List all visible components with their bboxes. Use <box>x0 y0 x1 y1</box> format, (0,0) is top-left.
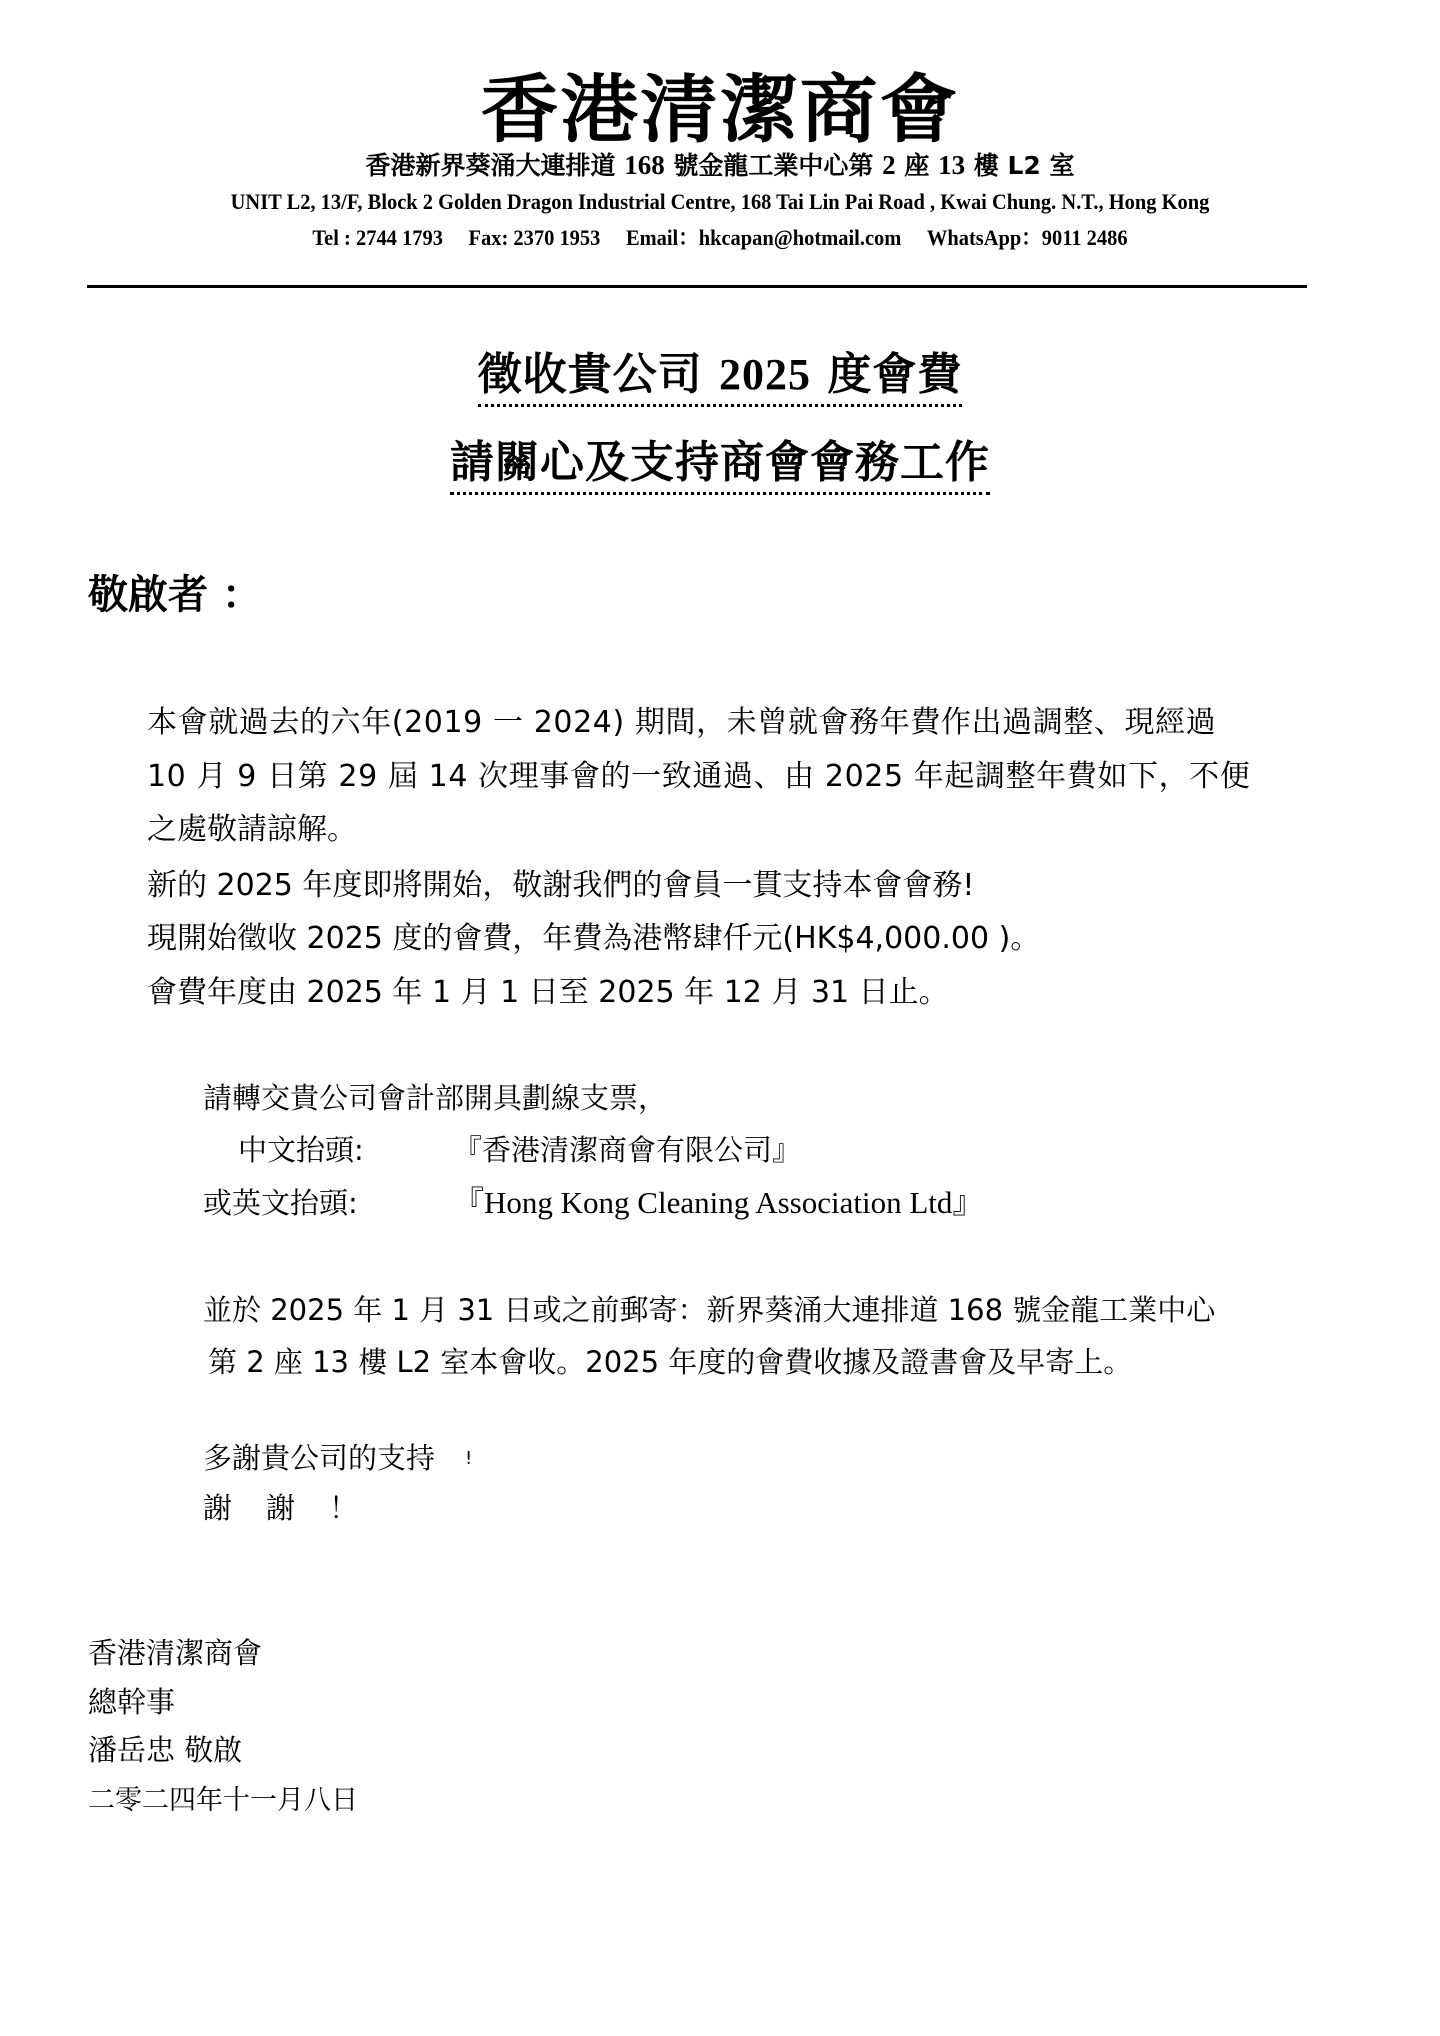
whatsapp-number: WhatsApp：9011 2486 <box>926 225 1128 250</box>
signature-name: 潘岳忠 敬啟 <box>88 1733 243 1767</box>
cheque-instruction: 請轉交貴公司會計部開具劃線支票， <box>203 1081 668 1115</box>
address-zh-part: 樓 L2 室 <box>965 151 1075 180</box>
payee-chinese-row <box>203 1130 801 1170</box>
address-english: UNIT L2, 13/F, Block 2 Golden Dragon Industrial Centre, 168 Tai Lin Pai Road , Kwai Chung. N.T., Hong Kong <box>230 189 1210 214</box>
subject-text: 徵收貴公司 <box>477 349 719 400</box>
subject-title-1-text <box>478 350 963 407</box>
thanks-char: 謝 <box>266 1491 296 1525</box>
thanks-char: 謝 <box>203 1491 233 1525</box>
thanks-line <box>203 1438 472 1479</box>
signature-org: 香港清潔商會 <box>88 1636 263 1670</box>
payee-english-label: 或英文抬頭: <box>203 1186 358 1220</box>
payee-chinese-label: 中文抬頭: <box>238 1133 364 1167</box>
payee-english-value <box>453 1183 983 1223</box>
address-zh-number: 2 <box>882 150 896 180</box>
body-line: 本會就過去的六年(2019 一 2024) 期間，未曾就會務年費作出過調整、現經過 <box>147 705 1217 740</box>
letterhead-divider <box>87 285 1307 288</box>
address-zh-number: 168 <box>624 150 665 180</box>
address-zh-number: 13 <box>938 150 966 180</box>
address-zh-part: 座 <box>895 151 939 180</box>
subject-year: 2025 <box>719 350 811 399</box>
body-line-fee: 現開始徵收 2025 度的會費，年費為港幣肆仟元(HK$4,000.00 )。 <box>147 921 1041 956</box>
fax-number: Fax: 2370 1953 <box>468 225 601 250</box>
body-line-period: 會費年度由 2025 年 1 月 1 日至 2025 年 12 月 31 日止。 <box>147 975 949 1010</box>
subject-title-2-text: 請關心及支持商會會務工作 <box>450 438 990 495</box>
body-line: 之處敬請諒解。 <box>147 812 357 847</box>
subject-title-1 <box>0 350 1440 407</box>
mailing-line: 第 2 座 13 樓 L2 室本會收。2025 年度的會費收據及證書會及早寄上。 <box>208 1345 1133 1379</box>
thanks-exclamation: ！ <box>329 1491 359 1525</box>
mailing-line: 並於 2025 年 1 月 31 日或之前郵寄：新界葵涌大連排道 168 號金龍工業中心 <box>203 1293 1216 1327</box>
thanks-text: 多謝貴公司的支持 <box>203 1441 436 1475</box>
address-zh-part: 香港新界葵涌大連排道 <box>365 151 625 180</box>
payee-english-row <box>203 1183 983 1223</box>
email-address[interactable]: Email：hkcapan@hotmail.com <box>625 225 902 250</box>
payee-english-text: 『Hong Kong Cleaning Association Ltd』 <box>453 1185 984 1220</box>
contact-line <box>50 225 1389 251</box>
salutation: 敬啟者 ： <box>88 572 262 618</box>
subject-text: 度會費 <box>811 349 963 400</box>
body-line: 新的 2025 年度即將開始，敬謝我們的會員一貫支持本會會務! <box>147 868 975 903</box>
payee-chinese-value: 『香港清潔商會有限公司』 <box>453 1133 802 1167</box>
thank-you-line <box>203 1488 392 1528</box>
tel-number: Tel : 2744 1793 <box>312 225 443 250</box>
thanks-exclamation: ! <box>465 1448 473 1469</box>
org-name-heading: 香港清潔商會 <box>480 67 960 153</box>
signature-date: 二零二四年十一月八日 <box>88 1785 358 1816</box>
signature-title: 總幹事 <box>88 1685 176 1719</box>
address-zh-part: 號金龍工業中心第 <box>664 151 883 180</box>
body-line: 10 月 9 日第 29 屆 14 次理事會的一致通過、由 2025 年起調整年費如下，不便 <box>147 759 1251 794</box>
address-chinese <box>0 150 1440 181</box>
subject-title-2 <box>0 438 1440 495</box>
